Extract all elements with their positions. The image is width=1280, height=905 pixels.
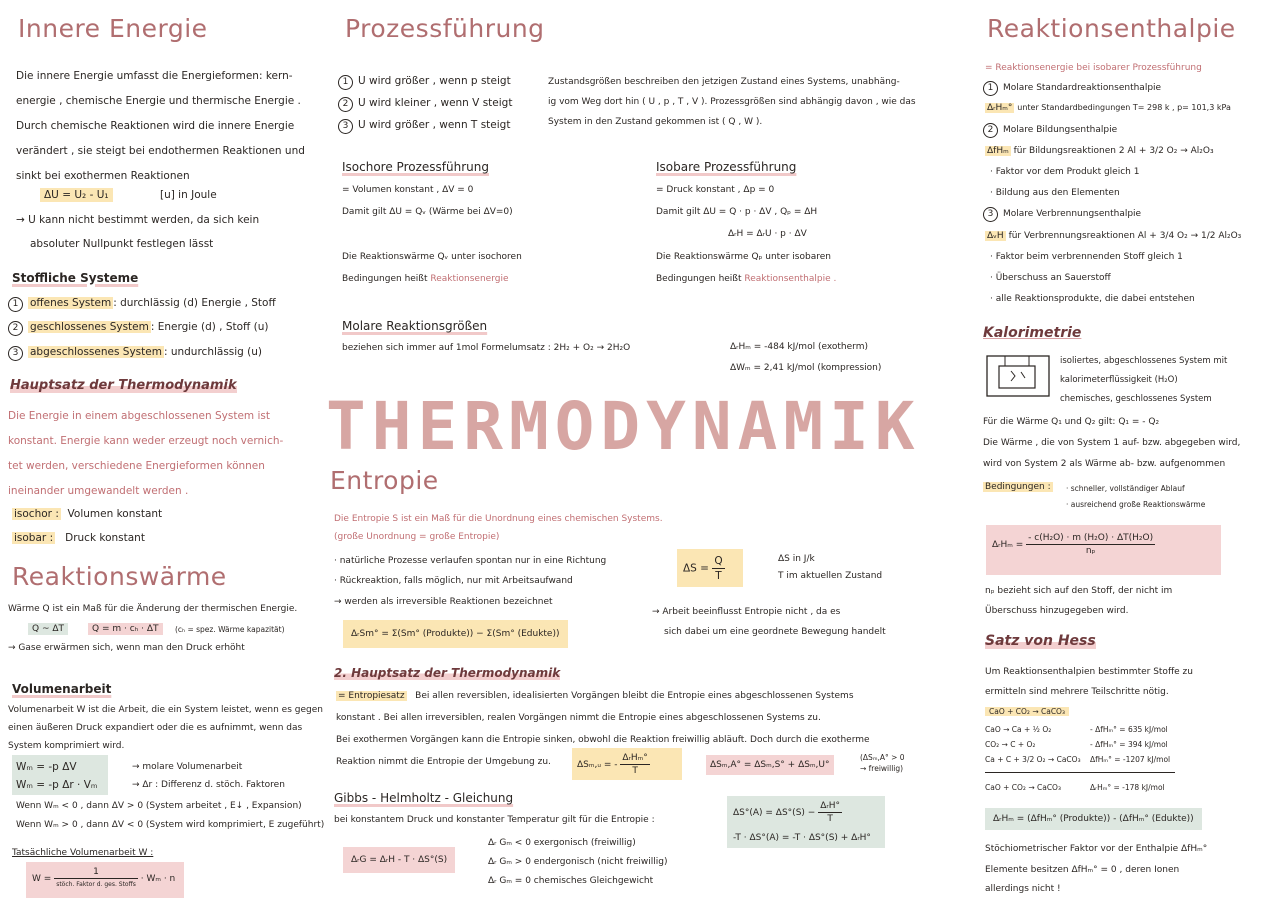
- hess-title: Satz von Hess: [985, 633, 1096, 649]
- sm-formula: ΔᵣSm° = Σ(Sm° (Produkte)) − Σ(Sm° (Edukte)): [343, 620, 568, 648]
- prozessfuehrung-title: Prozessführung: [345, 14, 545, 43]
- text-line: ig vom Weg dort hin ( U , p , T , V ). Prozessgrößen sind abhängig davon , wie das: [548, 97, 916, 107]
- isobare-line: Damit gilt ΔU = Q · p · ΔV , Qₚ = ΔH: [656, 207, 818, 217]
- text-span: ΔS°(A) = ΔS°(S) −: [733, 808, 816, 818]
- enthalpie-bullet: · alle Reaktionsprodukte, die dabei entstehen: [990, 294, 1195, 304]
- hess-note: allerdings nicht !: [985, 884, 1061, 894]
- innere-energie-title: Innere Energie: [18, 14, 208, 43]
- gibbs-title: Gibbs - Helmholtz - Gleichung: [334, 791, 514, 805]
- dsu-left: ΔSₘ,ᵤ = -: [577, 760, 618, 770]
- entropie-title: Entropie: [330, 466, 439, 495]
- number-badge: 1: [8, 297, 23, 312]
- number-badge: 3: [338, 119, 353, 134]
- isobar-text: Druck konstant: [65, 532, 145, 544]
- fraction-denominator: T: [715, 570, 722, 582]
- hess-value: ΔᵣHₘ° = -178 kJ/mol: [1090, 783, 1165, 792]
- molare-result: ΔWₘ = 2,41 kJ/mol (kompression): [730, 363, 882, 373]
- prozess-list: [338, 70, 512, 136]
- prozess-item: [338, 70, 512, 92]
- isobare-line: Die Reaktionswärme Qₚ unter isobaren: [656, 252, 831, 262]
- dsa-formula: ΔSₘ,A° = ΔSₘ,S° + ΔSₘ,U°: [706, 755, 834, 775]
- text-line: kalorimeterflüssigkeit (H₂O): [1060, 375, 1178, 385]
- enthalpie-bullet: · Überschuss an Sauerstoff: [990, 273, 1111, 283]
- text-line: tet werden, verschiedene Energieformen können: [8, 460, 265, 472]
- wm-note-2: → Δr : Differenz d. stöch. Faktoren: [132, 780, 285, 790]
- symbol: ΔᵥH: [987, 231, 1004, 241]
- kalori-line: wird von System 2 als Wärme ab- bzw. aufgenommen: [983, 459, 1226, 469]
- text-line: isoliertes, abgeschlossenes System mit: [1060, 356, 1228, 366]
- kalorimeter-labels: [1060, 352, 1227, 409]
- kalori-line: Für die Wärme Q₁ und Q₂ gilt: Q₁ = - Q₂: [983, 417, 1160, 427]
- hauptsatz2-line: Reaktion nimmt die Entropie der Umgebung zu.: [336, 757, 551, 767]
- enthalpie-item: 1 Molare Standardreaktionsenthalpie: [983, 81, 1161, 96]
- note-line: absoluter Nullpunkt festlegen lässt: [30, 238, 214, 250]
- hess-value: - ΔfHₘ° = 635 kJ/mol: [1090, 725, 1168, 734]
- text-line: verändert , sie steigt bei endothermen Reaktionen und: [16, 145, 305, 157]
- kalori-note: nₚ bezieht sich auf den Stoff, der nicht im: [985, 586, 1173, 596]
- hess-row: [985, 752, 1170, 767]
- molare-result: ΔᵣHₘ = -484 kJ/mol (exotherm): [730, 342, 868, 352]
- hess-reaction-head: CaO + CO₂ → CaCO₃: [985, 707, 1069, 716]
- hauptsatz2-line: konstant . Bei allen irreversiblen, realen Vorgängen nimmt die Entropie eines abgeschlossenen Systems zu.: [336, 713, 821, 723]
- kalorimetrie-title: Kalorimetrie: [983, 325, 1082, 341]
- wm-formula: Wₘ = -p ΔV: [16, 761, 77, 773]
- text-span: Bei allen reversiblen, idealisierten Vorgängen bleibt die Entropie eines abgeschlossenen Systems: [415, 691, 854, 701]
- isobare-title: Isobare Prozessführung: [656, 160, 797, 174]
- innere-energie-text: [16, 64, 305, 189]
- dsa-note: [860, 752, 905, 774]
- fraction-denominator: T: [827, 814, 833, 824]
- enthalpie-item-label: Molare Bildungsenthalpie: [1003, 125, 1118, 135]
- symbol: ΔfHₘ: [987, 146, 1009, 156]
- number-badge: 2: [8, 321, 23, 336]
- condition-line: Wenn Wₘ < 0 , dann ΔV > 0 (System arbeitet , E↓ , Expansion): [16, 801, 302, 811]
- entropie-bullet: → werden als irreversible Reaktionen bezeichnet: [334, 597, 553, 607]
- prozess-item-text: U wird größer , wenn p steigt: [358, 75, 511, 87]
- hauptsatz-title: Hauptsatz der Thermodynamik: [10, 378, 237, 393]
- waerme-line: → Gase erwärmen sich, wenn man den Druck erhöht: [8, 643, 245, 653]
- reaktionsenergie-term: Reaktionsenergie: [430, 274, 509, 284]
- text-line: energie , chemische Energie und thermische Energie .: [16, 95, 301, 107]
- hess-note: Stöchiometrischer Faktor vor der Enthalpie ΔfHₘ°: [985, 844, 1208, 854]
- kalori-fraction: [1026, 532, 1155, 557]
- hess-formula: ΔᵣHₘ = (ΔfHₘ° (Produkte)) - (ΔfHₘ° (Edukte)): [985, 808, 1202, 830]
- kalori-line: Die Wärme , die von System 1 auf- bzw. abgegeben wird,: [983, 438, 1241, 448]
- hess-row: [985, 722, 1170, 737]
- text-span: für Bildungsreaktionen 2 Al + 3/2 O₂ → Al₂O₃: [1013, 146, 1214, 156]
- system-label: geschlossenes System: [30, 321, 149, 333]
- enthalpie-bullet: · Bildung aus den Elementen: [990, 188, 1120, 198]
- text-line: (ΔSₘ,A° > 0: [860, 753, 905, 762]
- prozess-item-text: U wird kleiner , wenn V steigt: [358, 97, 513, 109]
- text-line: Durch chemische Reaktionen wird die innere Energie: [16, 120, 295, 132]
- text-span: Bedingungen :: [985, 482, 1051, 492]
- hess-sum: [985, 783, 1165, 792]
- fraction-denominator: T: [632, 766, 638, 776]
- w-formula-left: W =: [32, 874, 52, 884]
- symbol: ΔᵣHₘ°: [987, 103, 1013, 113]
- q-formula: Q = m · cₕ · ΔT: [88, 623, 163, 635]
- fraction-numerator: Q: [714, 555, 723, 567]
- fraction-numerator: - c(H₂O) · m (H₂O) · ΔT(H₂O): [1028, 533, 1154, 543]
- enthalpie-item: 3 Molare Verbrennungsenthalpie: [983, 207, 1141, 222]
- hess-line: Um Reaktionsenthalpien bestimmter Stoffe zu: [985, 667, 1193, 677]
- dsu-formula: [577, 752, 650, 777]
- fraction-denominator: nₚ: [1085, 546, 1096, 556]
- hess-reaction: CaO + CO₂ → CaCO₃: [985, 783, 1061, 792]
- bedingungen-label: [983, 481, 1053, 493]
- dsu-fraction: [620, 752, 649, 777]
- hess-value: - ΔfHₘ° = 394 kJ/mol: [1090, 740, 1168, 749]
- isochor-def: [12, 507, 162, 521]
- fraction-numerator: ΔᵣH°: [820, 801, 840, 811]
- enthalpie-item: 2 Molare Bildungsenthalpie: [983, 123, 1117, 138]
- fraction-numerator: 1: [54, 866, 138, 879]
- entropie-def: (große Unordnung = große Entropie): [334, 532, 500, 542]
- text-line: Die Energie in einem abgeschlossenen System ist: [8, 410, 270, 422]
- bedingung: · schneller, vollständiger Ablauf: [1066, 484, 1185, 493]
- q-proportional-formula: Q ~ ΔT: [28, 623, 68, 635]
- volumenarbeit-title: Volumenarbeit: [12, 682, 112, 696]
- gibbs-line: bei konstantem Druck und konstanter Temperatur gilt für die Entropie :: [334, 815, 655, 825]
- kalorimeter-diagram-icon: [985, 354, 1053, 400]
- gibbs-condition: Δᵣ Gₘ = 0 chemisches Gleichgewicht: [488, 876, 654, 886]
- gibbs-condition: Δᵣ Gₘ < 0 exergonisch (freiwillig): [488, 838, 636, 848]
- condition-line: Wenn Wₘ > 0 , dann ΔV < 0 (System wird komprimiert, E zugeführt): [16, 820, 325, 830]
- isobare-line: [656, 273, 836, 285]
- hauptsatz-text: [8, 404, 283, 504]
- system-item: [8, 296, 276, 312]
- volumenarbeit-text: [8, 701, 323, 755]
- isobare-line: ΔᵣH = ΔᵣU · p · ΔV: [728, 229, 807, 239]
- molare-title: Molare Reaktionsgrößen: [342, 319, 488, 333]
- enthalpie-item-label: Molare Standardreaktionsenthalpie: [1003, 83, 1162, 93]
- kalori-formula: [992, 532, 1155, 557]
- isochore-line: = Volumen konstant , ΔV = 0: [342, 185, 474, 195]
- isochore-line: [342, 273, 509, 285]
- number-badge: 2: [338, 97, 353, 112]
- arbeit-note: sich dabei um eine geordnete Bewegung handelt: [664, 627, 886, 637]
- text-span: Bedingungen heißt: [656, 274, 745, 284]
- system-label: abgeschlossenes System: [30, 346, 162, 358]
- text-span: für Verbrennungsreaktionen Al + 3/4 O₂ → 1/2 Al₂O₃: [1008, 231, 1242, 241]
- text-line: → freiwillig): [860, 764, 904, 773]
- entropie-bullet: · Rückreaktion, falls möglich, nur mit Arbeitsaufwand: [334, 576, 573, 586]
- gibbs-entropy-formula: [733, 800, 842, 825]
- delta-u-formula: ΔU = U₂ - U₁: [40, 188, 113, 202]
- hess-note: Elemente besitzen ΔfHₘ° = 0 , deren Ionen: [985, 865, 1180, 875]
- hauptsatz2-title: 2. Hauptsatz der Thermodynamik: [334, 666, 561, 680]
- system-item: [8, 345, 262, 361]
- enthalpie-line: [985, 102, 1231, 114]
- waerme-line: Wärme Q ist ein Maß für die Änderung der thermischen Energie.: [8, 604, 298, 614]
- hess-steps: [985, 722, 1170, 767]
- text-line: sinkt bei exothermen Reaktionen: [16, 170, 190, 182]
- text-span: Bedingungen heißt: [342, 274, 431, 284]
- hess-row: [985, 737, 1170, 752]
- isochore-line: Damit gilt ΔU = Qᵥ (Wärme bei ΔV=0): [342, 207, 513, 217]
- stoffliche-systeme-title: Stoffliche Systeme: [12, 271, 139, 285]
- note-line: → U kann nicht bestimmt werden, da sich kein: [16, 214, 260, 226]
- reaktionsenthalpie-title: Reaktionsenthalpie: [987, 14, 1236, 43]
- isochore-title: Isochore Prozessführung: [342, 160, 489, 174]
- isochore-line: Die Reaktionswärme Qᵥ unter isochoren: [342, 252, 522, 262]
- entropie-def: Die Entropie S ist ein Maß für die Unordnung eines chemischen Systems.: [334, 514, 663, 524]
- ds-fraction: [712, 554, 724, 583]
- reaktionsenthalpie-term: Reaktionsenthalpie .: [744, 274, 837, 284]
- system-label: offenes System: [30, 297, 112, 309]
- wm-note: → molare Volumenarbeit: [132, 762, 243, 772]
- formula-left: ΔᵣHₘ =: [992, 540, 1024, 550]
- text-line: chemisches, geschlossenes System: [1060, 394, 1212, 404]
- fraction-numerator: ΔᵣHₘ°: [622, 753, 648, 763]
- isochor-label: isochor :: [14, 508, 59, 520]
- hess-divider: [985, 772, 1175, 773]
- gibbs-energy-formula: ΔᵣG = ΔᵣH - T · ΔS°(S): [343, 847, 455, 873]
- enthalpie-sub: = Reaktionsenergie bei isobarer Prozessführung: [985, 63, 1202, 73]
- ds-note: T im aktuellen Zustand: [778, 571, 883, 581]
- isobare-line: = Druck konstant , Δp = 0: [656, 185, 775, 195]
- prozess-item-text: U wird größer , wenn T steigt: [358, 119, 511, 131]
- kalori-note: Überschuss hinzugegeben wird.: [985, 606, 1129, 616]
- number-badge: 3: [8, 346, 23, 361]
- gibbs-fraction: [818, 800, 842, 825]
- hauptsatz2-line: [336, 690, 854, 702]
- gibbs-condition: Δᵣ Gₘ > 0 endergonisch (nicht freiwillig): [488, 857, 668, 867]
- prozess-item: [338, 114, 512, 136]
- bedingung: · ausreichend große Reaktionswärme: [1066, 500, 1206, 509]
- ds-formula: [683, 554, 725, 583]
- system-text: : undurchlässig (u): [163, 346, 263, 358]
- text-line: einen äußeren Druck expandiert oder die es aufnimmt, wenn das: [8, 723, 303, 733]
- joule-unit: [u] in Joule: [160, 189, 217, 201]
- isochor-text: Volumen konstant: [67, 508, 163, 520]
- text-line: ineinander umgewandelt werden .: [8, 485, 189, 497]
- w-formula: [32, 866, 175, 891]
- text-span: unter Standardbedingungen T= 298 k , p= 101,3 kPa: [1017, 103, 1231, 112]
- hauptsatz2-line: Bei exothermen Vorgängen kann die Entropie sinken, obwohl die Reaktion freiwillig abläuft. Doch durch die exotherme: [336, 735, 870, 745]
- hess-reaction: CO₂ → C + O₂: [985, 740, 1036, 749]
- prozess-item: [338, 92, 512, 114]
- fraction-denominator: stöch. Faktor d. ges. Stoffs: [56, 881, 136, 888]
- text-line: Zustandsgrößen beschreiben den jetzigen Zustand eines Systems, unabhäng-: [548, 77, 900, 87]
- hess-line: ermitteln sind mehrere Teilschritte nötig.: [985, 687, 1169, 697]
- w-formula-right: · Wₘ · n: [140, 874, 176, 884]
- q-formula-note: (cₕ = spez. Wärme kapazität): [175, 625, 285, 634]
- isobar-def: [12, 531, 145, 545]
- text-line: Volumenarbeit W ist die Arbeit, die ein System leistet, wenn es gegen: [8, 705, 323, 715]
- enthalpie-line: [985, 145, 1214, 157]
- zustand-text: [548, 72, 916, 132]
- entropie-bullet: · natürliche Prozesse verlaufen spontan nur in eine Richtung: [334, 556, 607, 566]
- hess-value: ΔfHₘ° = -1207 kJ/mol: [1090, 755, 1171, 764]
- enthalpie-bullet: · Faktor beim verbrennenden Stoff gleich 1: [990, 252, 1183, 262]
- w-fraction: [54, 866, 138, 891]
- reaktionswaerme-title: Reaktionswärme: [12, 562, 227, 591]
- enthalpie-bullet: · Faktor vor dem Produkt gleich 1: [990, 167, 1140, 177]
- thermodynamik-banner: THERMODYNAMIK: [326, 388, 921, 465]
- isobar-label: isobar :: [14, 532, 54, 544]
- text-line: System komprimiert wird.: [8, 741, 125, 751]
- tatsaechliche-title: Tatsächliche Volumenarbeit W :: [12, 848, 154, 858]
- ds-note: ΔS in J/k: [778, 554, 815, 564]
- entropiesatz-label: = Entropiesatz: [338, 691, 405, 701]
- enthalpie-line: [985, 230, 1241, 242]
- system-text: : Energie (d) , Stoff (u): [150, 321, 269, 333]
- hess-reaction: CaO → Ca + ½ O₂: [985, 725, 1052, 734]
- molare-line: beziehen sich immer auf 1mol Formelumsatz : 2H₂ + O₂ → 2H₂O: [342, 343, 631, 353]
- wm-formula-2: Wₘ = -p Δr · Vₘ: [16, 779, 98, 791]
- text-line: Die innere Energie umfasst die Energieformen: kern-: [16, 70, 293, 82]
- enthalpie-item-label: Molare Verbrennungsenthalpie: [1003, 209, 1142, 219]
- system-item: [8, 320, 268, 336]
- text-line: konstant. Energie kann weder erzeugt noch vernich-: [8, 435, 284, 447]
- arbeit-note: → Arbeit beeinflusst Entropie nicht , da es: [652, 607, 841, 617]
- gibbs-entropy-formula-2: -T · ΔS°(A) = -T · ΔS°(S) + ΔᵣH°: [733, 833, 871, 843]
- text-line: System in den Zustand gekommen ist ( Q , W ).: [548, 117, 763, 127]
- number-badge: 1: [338, 75, 353, 90]
- hess-reaction: Ca + C + 3/2 O₂ → CaCO₃: [985, 755, 1081, 764]
- system-text: : durchlässig (d) Energie , Stoff: [113, 297, 276, 309]
- ds-left: ΔS =: [683, 562, 709, 575]
